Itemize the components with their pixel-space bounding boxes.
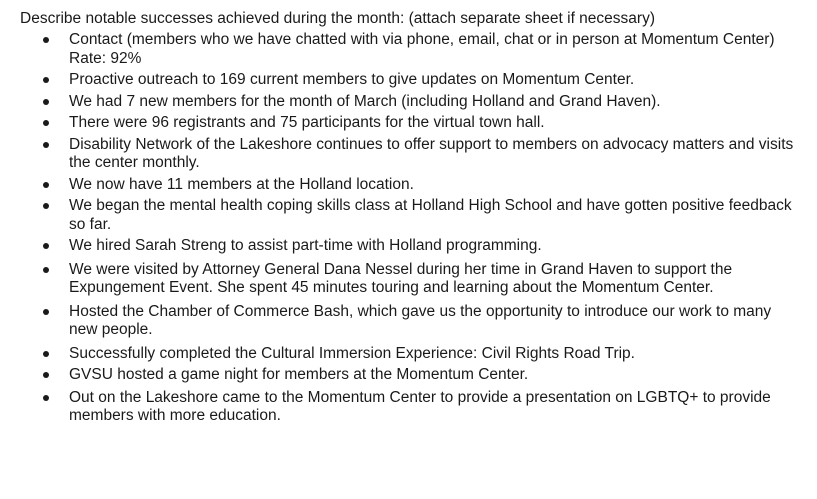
list-item-text: We were visited by Attorney General Dana Nessel during her time in Grand Haven to support the Expungement Event. She spent 45 minutes touring and learning about the Momentum Center. <box>69 260 733 296</box>
bullet-icon <box>43 309 49 315</box>
list-item-text: There were 96 registrants and 75 participants for the virtual town hall. <box>69 114 545 131</box>
list-item-text: We hired Sarah Streng to assist part-time with Holland programming. <box>69 237 542 254</box>
list-item <box>0 136 817 173</box>
bullet-icon <box>43 182 49 188</box>
bullet-icon <box>43 203 49 209</box>
list-item <box>0 389 817 426</box>
list-item-text: Successfully completed the Cultural Immersion Experience: Civil Rights Road Trip. <box>69 344 635 362</box>
list-item-text: Hosted the Chamber of Commerce Bash, which gave us the opportunity to introduce our work to many new people. <box>69 302 772 338</box>
list-item-text: We now have 11 members at the Holland location. <box>69 175 414 193</box>
list-item <box>0 31 817 68</box>
list-item <box>0 114 817 133</box>
list-item-text: Out on the Lakeshore came to the Momentum Center to provide a presentation on LGBTQ+ to provide members with more education. <box>69 388 771 424</box>
bullet-icon <box>43 142 49 148</box>
bullet-icon <box>43 351 49 357</box>
list-item-text: Contact (members who we have chatted with via phone, email, chat or in person at Momentum Center) Rate: 92% <box>69 31 775 67</box>
section-heading: Describe notable successes achieved during the month: (attach separate sheet if necessary) <box>20 10 655 27</box>
list-item <box>0 71 817 90</box>
list-item <box>0 197 817 234</box>
successes-list <box>0 31 817 426</box>
list-item <box>0 237 817 256</box>
list-item <box>0 303 817 340</box>
bullet-icon <box>43 37 49 43</box>
list-item <box>0 345 817 364</box>
list-item <box>0 261 817 298</box>
bullet-icon <box>43 395 49 401</box>
list-item-text: GVSU hosted a game night for members at the Momentum Center. <box>69 366 529 383</box>
list-item-text: We began the mental health coping skills class at Holland High School and have gotten positive feedback so far. <box>69 197 792 233</box>
bullet-icon <box>43 243 49 249</box>
bullet-icon <box>43 372 49 378</box>
list-item-text: Disability Network of the Lakeshore continues to offer support to members on advocacy matters and visits the center monthly. <box>69 135 794 171</box>
list-item-text: Proactive outreach to 169 current members to give updates on Momentum Center. <box>69 71 635 88</box>
list-item <box>0 93 817 112</box>
list-item <box>0 176 817 195</box>
bullet-icon <box>43 120 49 126</box>
bullet-icon <box>43 77 49 83</box>
list-item-text: We had 7 new members for the month of March (including Holland and Grand Haven). <box>69 92 661 110</box>
bullet-icon <box>43 267 49 273</box>
list-item <box>0 366 817 385</box>
bullet-icon <box>43 99 49 105</box>
